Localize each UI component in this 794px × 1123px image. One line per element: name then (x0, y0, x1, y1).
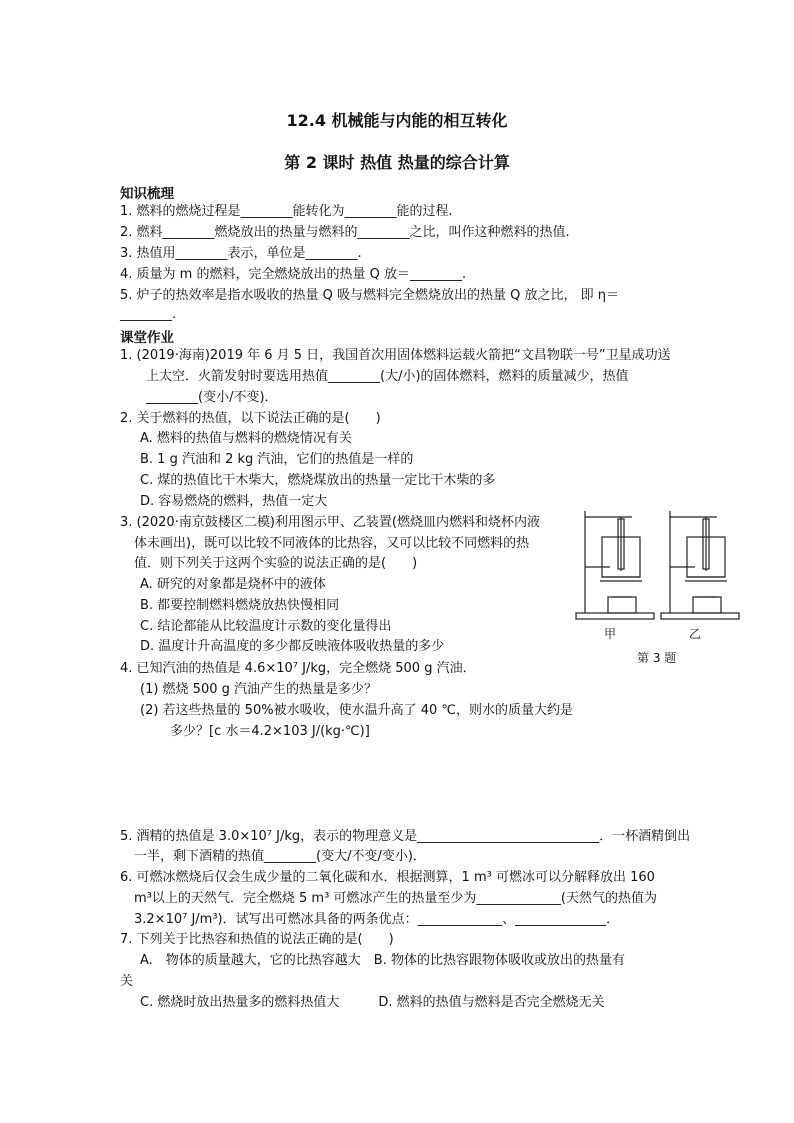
q7-options-cd: C. 燃烧时放出热量多的燃料热值大 D. 燃料的热值与燃料是否完全燃烧无关 (140, 995, 605, 1010)
figure-caption: 第 3 题 (637, 651, 677, 665)
q2-stem: 2. 关于燃料的热值，以下说法正确的是( ) (120, 411, 381, 426)
section-heading-homework: 课堂作业 (120, 330, 174, 346)
page-subtitle: 第 2 课时 热值 热量的综合计算 (284, 153, 510, 172)
page-title: 12.4 机械能与内能的相互转化 (286, 111, 508, 130)
knowledge-line-5-cont: ________. (120, 307, 177, 322)
knowledge-line-3: 3. 热值用________表示，单位是________. (120, 246, 362, 261)
q2-option-b: B. 1 g 汽油和 2 kg 汽油，它们的热值是一样的 (140, 452, 414, 467)
section-heading-knowledge: 知识梳理 (120, 186, 174, 202)
q3-line-3: 值．则下列关于这两个实验的说法正确的是( ) (134, 556, 418, 571)
q5-line-1: 5. 酒精的热值是 3.0×10⁷ J/kg，表示的物理意义是____________________________．一杯酒精倒出 (120, 829, 691, 844)
knowledge-line-5: 5. 炉子的热效率是指水吸收的热量 Q 吸与燃料完全燃烧放出的热量 Q 放之比， 即 η＝ (120, 288, 620, 303)
q3-option-a: A. 研究的对象都是烧杯中的液体 (140, 577, 326, 592)
experiment-figure (572, 505, 742, 670)
q7-stem: 7. 下列关于比热容和热值的说法正确的是( ) (120, 932, 394, 947)
q4-stem: 4. 已知汽油的热值是 4.6×10⁷ J/kg，完全燃烧 500 g 汽油． (120, 661, 476, 676)
q7-options-ab: A. 物体的质量越大，它的比热容越大 B. 物体的比热容跟物体吸收或放出的热量有 (140, 953, 625, 968)
q6-line-1: 6. 可燃冰燃烧后仅会生成少量的二氧化碳和水．根据测算，1 m³ 可燃冰可以分解释放出 160 (120, 870, 655, 885)
q6-line-2: m³以上的天然气．完全燃烧 5 m³ 可燃冰产生的热量至少为_____________(天然气的热值为 (134, 891, 657, 906)
q2-option-a: A. 燃料的热值与燃料的燃烧情况有关 (140, 431, 352, 446)
q2-option-d: D. 容易燃烧的燃料，热值一定大 (140, 494, 328, 509)
q5-line-2: 一半，剩下酒精的热值________(变大/不变/变小)． (134, 849, 426, 864)
q3-option-c: C. 结论都能从比较温度计示数的变化量得出 (140, 619, 392, 634)
q1-line-1: 1. (2019·海南)2019 年 6 月 5 日，我国首次用固体燃料运载火箭把“文昌物联一号”卫星成功送 (120, 348, 671, 363)
figure-label-jia: 甲 (604, 627, 617, 641)
figure-label-yi: 乙 (689, 627, 702, 641)
apparatus-left (576, 511, 654, 619)
q3-line-2: 体未画出)，既可以比较不同液体的比热容，又可以比较不同燃料的热 (134, 536, 530, 551)
q4-part-2: (2) 若这些热量的 50%被水吸收，使水温升高了 40 ℃，则水的质量大约是 (140, 703, 573, 718)
q3-line-1: 3. (2020·南京鼓楼区二模)利用图示甲、乙装置(燃烧皿内燃料和烧杯内液 (120, 515, 540, 530)
q2-option-c: C. 煤的热值比干木柴大，燃烧煤放出的热量一定比干木柴的多 (140, 473, 496, 488)
knowledge-line-2: 2. 燃料________燃烧放出的热量与燃料的________之比，叫作这种燃料的热值. (120, 225, 570, 240)
q4-part-1: (1) 燃烧 500 g 汽油产生的热量是多少？ (140, 682, 378, 697)
q6-line-3: 3.2×10⁷ J/m³)．试写出可燃冰具备的两条优点：_____________、______________． (134, 912, 620, 927)
knowledge-line-1: 1. 燃料的燃烧过程是________能转化为________能的过程. (120, 204, 453, 219)
q3-option-d: D. 温度计升高温度的多少都反映液体吸收热量的多少 (140, 639, 445, 654)
q3-option-b: B. 都要控制燃料燃烧放热快慢相同 (140, 598, 340, 613)
knowledge-line-4: 4. 质量为 m 的燃料，完全燃烧放出的热量 Q 放＝________. (120, 267, 467, 282)
apparatus-drawing (572, 505, 742, 670)
q7-options-ab-cont: 关 (120, 974, 134, 989)
q1-line-2: 上太空．火箭发射时要选用热值________(大/小)的固体燃料，燃料的质量减少，热值 (146, 369, 629, 384)
q4-part-2-cont: 多少？[c 水＝4.2×103 J/(kg·℃)] (170, 724, 370, 739)
q1-line-3: ________(变小/不变)． (146, 390, 278, 405)
apparatus-right (661, 511, 739, 619)
